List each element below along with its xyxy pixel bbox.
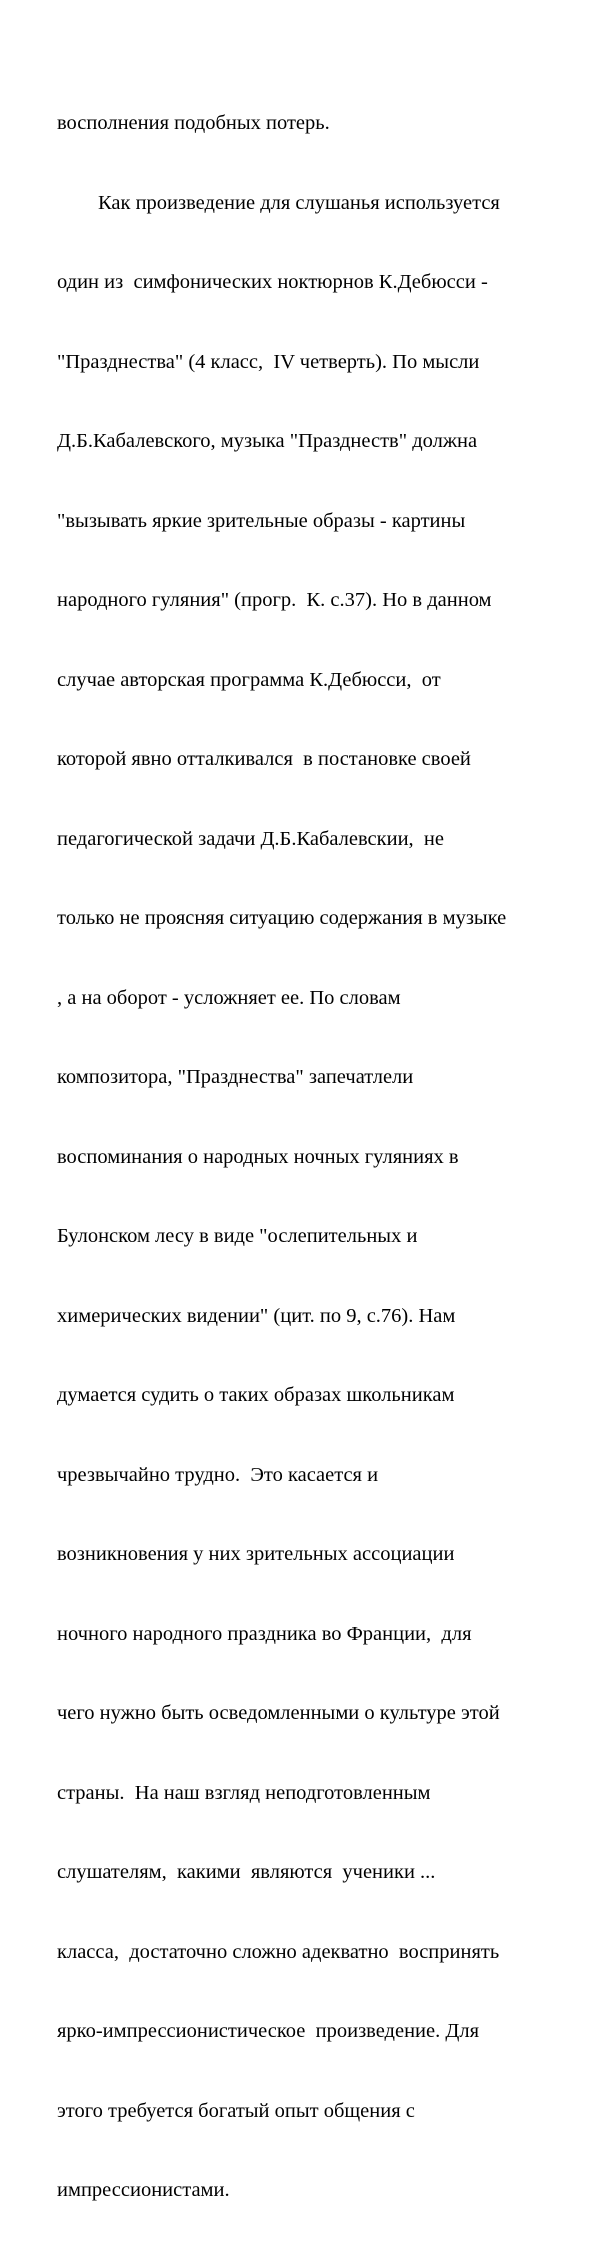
text-line: Как произведение для слушанья используется bbox=[57, 191, 500, 214]
text-line: восполнения подобных потерь. bbox=[57, 112, 330, 134]
text-line: слушателям, какими являются ученики ... bbox=[57, 1861, 436, 1883]
text-line: случае авторская программа К.Дебюсси, от bbox=[57, 668, 441, 691]
text-line: Д.Б.Кабалевского, музыка "Празднеств" должна bbox=[57, 430, 478, 452]
text-line: возникновения у них зрительных ассоциации bbox=[57, 1543, 455, 1565]
text-line: ночного народного праздника во Франции, для bbox=[57, 1622, 472, 1645]
text-line: воспоминания о народных ночных гуляниях в bbox=[57, 1145, 459, 1168]
text-line: педагогической задачи Д.Б.Кабалевскии, не bbox=[57, 827, 444, 850]
body-text bbox=[57, 57, 557, 2257]
text-line: Булонском лесу в виде "ослепительных и bbox=[57, 1225, 418, 1247]
text-line: один из симфонических ноктюрнов К.Дебюсси - bbox=[57, 271, 488, 293]
text-line: "вызывать яркие зрительные образы - картины bbox=[57, 509, 466, 532]
text-line: народного гуляния" (прогр. К. с.37). Но в данном bbox=[57, 589, 492, 611]
text-line: этого требуется богатый опыт общения с bbox=[57, 2099, 415, 2122]
text-line: думается судить о таких образах школьникам bbox=[57, 1384, 455, 1406]
text-line: импрессионистами. bbox=[57, 2179, 230, 2201]
text-line: только не проясняя ситуацию содержания в музыке bbox=[57, 907, 507, 929]
text-line: чего нужно быть осведомленными о культуре этой bbox=[57, 1702, 500, 1724]
text-line: которой явно отталкивался в постановке своей bbox=[57, 748, 471, 770]
text-line: страны. На наш взгляд неподготовленным bbox=[57, 1781, 431, 1804]
text-line: "Празднества" (4 класс, IV четверть). По мысли bbox=[57, 350, 480, 373]
text-line: чрезвычайно трудно. Это касается и bbox=[57, 1463, 379, 1486]
text-line: композитора, "Празднества" запечатлели bbox=[57, 1066, 414, 1088]
text-line: ярко-импрессионистическое произведение. Для bbox=[57, 2020, 480, 2042]
text-line: класса, достаточно сложно адекватно воспринять bbox=[57, 1940, 500, 1963]
text-line: , а на оборот - усложняет ее. По словам bbox=[57, 986, 401, 1009]
text-line: химерических видении" (цит. по 9, с.76). Нам bbox=[57, 1304, 456, 1327]
